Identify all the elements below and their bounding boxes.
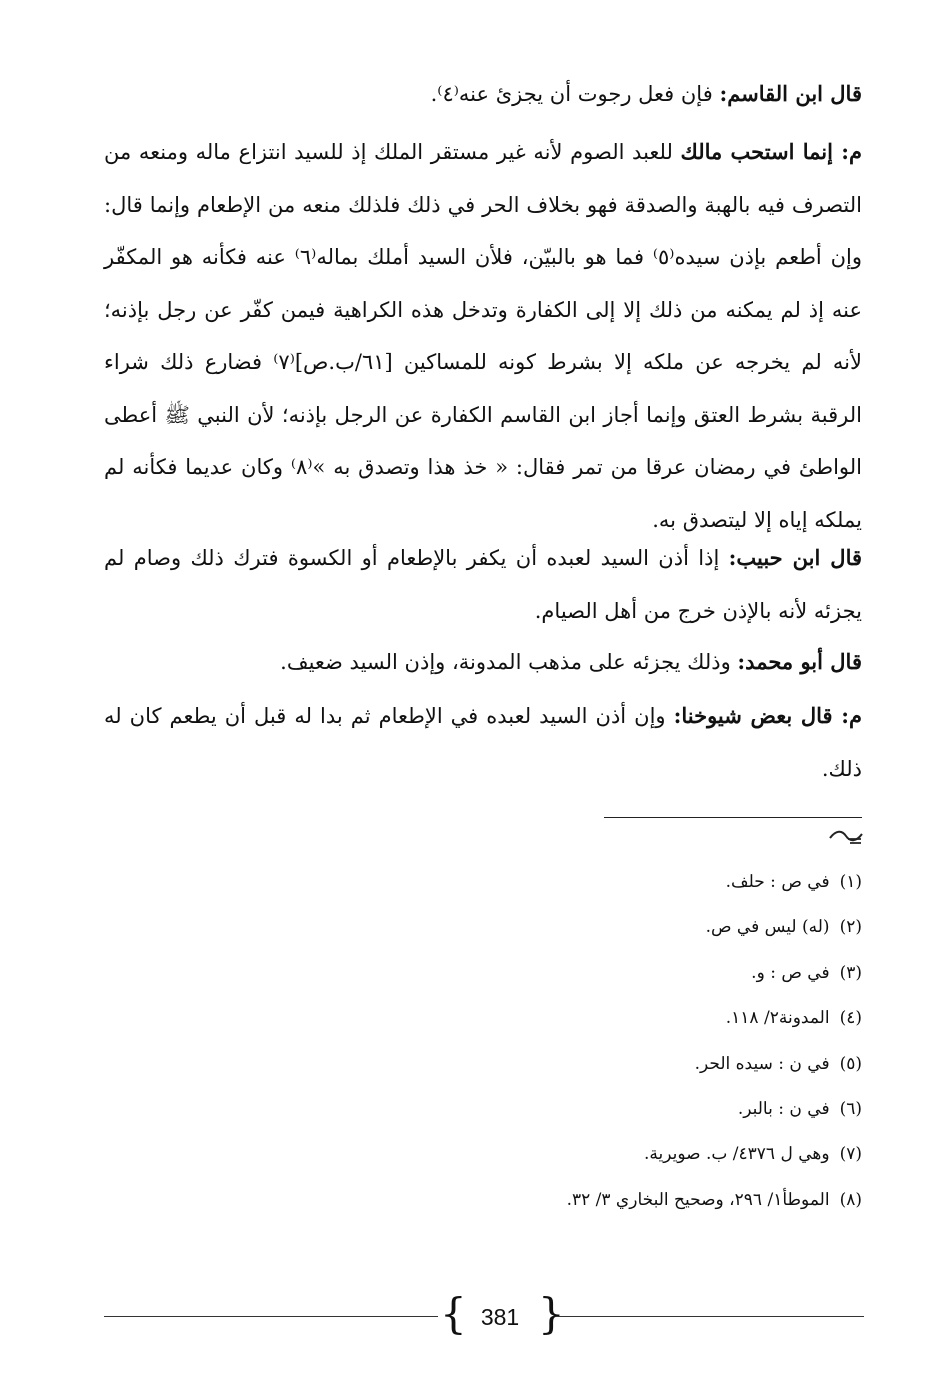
paragraph-ibn-habib xyxy=(104,532,862,637)
page-number-bracket-right: } xyxy=(538,1289,565,1338)
footnote-text: (له) ليس في ص. xyxy=(705,917,830,938)
footnote-number: (٤) xyxy=(839,1008,862,1029)
footnote-1 xyxy=(102,860,862,905)
footnote-number: (٥) xyxy=(839,1053,862,1074)
page-number-bracket-left: { xyxy=(440,1289,467,1338)
footnote-text: في ص : و. xyxy=(751,962,830,983)
footnote-5 xyxy=(102,1042,862,1087)
paragraph-lead: م: قال بعض شيوخنا: xyxy=(673,703,862,728)
footnote-ornament-icon xyxy=(828,826,864,848)
footnote-number: (٧) xyxy=(839,1144,862,1165)
paragraph-lead: م: إنما استحب مالك xyxy=(680,139,862,164)
footnote-2 xyxy=(102,905,862,950)
paragraph-body: فإن فعل رجوت أن يجزئ عنه⁽٤⁾. xyxy=(430,82,720,106)
footer-rule-right xyxy=(556,1316,864,1317)
paragraph-some-shaykhs xyxy=(104,690,862,795)
footnote-4 xyxy=(102,996,862,1041)
page-number: 381 xyxy=(480,1304,520,1330)
footnote-8 xyxy=(102,1178,862,1223)
paragraph-body: وذلك يجزئه على مذهب المدونة، وإذن السيد ضعيف. xyxy=(280,650,738,674)
paragraph-ibn-al-qasim xyxy=(104,68,862,121)
footnote-text: وهي ل ٤٣٧٦/ ب. صويرية. xyxy=(644,1144,830,1165)
footnote-text: الموطأ١/ ٢٩٦، وصحيح البخاري ٣/ ٣٢. xyxy=(566,1189,830,1210)
paragraph-lead: قال ابن القاسم: xyxy=(719,81,862,106)
footnote-text: في ص : حلف. xyxy=(725,872,830,892)
footnote-separator xyxy=(604,817,862,818)
paragraph-body: وإن أذن السيد لعبده في الإطعام ثم بدا له قبل أن يطعم كان له ذلك. xyxy=(104,704,862,781)
footnote-6 xyxy=(102,1087,862,1132)
paragraph-lead: قال أبو محمد: xyxy=(737,649,862,674)
footnote-number: (١) xyxy=(839,872,862,892)
footer-rule-left xyxy=(104,1316,438,1317)
footnote-text: المدونة٢/ ١١٨. xyxy=(725,1008,830,1029)
footnote-text: في ن : بالبر. xyxy=(737,1099,830,1120)
page-footer xyxy=(104,1289,864,1342)
footnote-number: (٦) xyxy=(839,1099,862,1120)
paragraph-lead: قال ابن حبيب: xyxy=(728,545,863,570)
footnotes xyxy=(102,860,862,1223)
footnote-7 xyxy=(102,1132,862,1177)
footnote-text: في ن : سيده الحر. xyxy=(694,1053,830,1074)
paragraph-body: للعبد الصوم لأنه غير مستقر الملك إذ للسيد انتزاع ماله ومنعه من التصرف فيه بالهبة والصدقة فهو بخلاف الحر في ذلك فلذلك منعه من الإطعام وإنما قال: وإن أطعم بإذن سيده⁽٥⁾ فما هو بالبيّن، فلأن السيد أملك بماله⁽٦⁾ عنه فكأنه هو المكفّر عنه إذ لم يمكنه من ذلك إلا إلى الكفارة وتدخل هذه الكراهية فيمن كفّر عن رجل بإذنه؛ لأنه لم يخرجه عن ملكه إلا بشرط كونه للمساكين [٦١/ب.ص]⁽٧⁾ فضارع ذلك شراء الرقبة بشرط العتق وإنما أجاز ابن القاسم الكفارة عن الرجل بإذنه؛ لأن النبي ﷺ أعطى الواطئ في رمضان عرقا من تمر فقال: « خذ هذا وتصدق به »⁽٨⁾ وكان عديما فكأنه لم يملكه إياه إلا ليتصدق به. xyxy=(104,140,862,532)
paragraph-abu-muhammad xyxy=(104,636,862,689)
footnote-number: (٨) xyxy=(839,1189,862,1210)
footnote-number: (٢) xyxy=(839,917,862,938)
footnote-3 xyxy=(102,951,862,996)
footnote-number: (٣) xyxy=(839,962,862,983)
paragraph-malik xyxy=(104,126,862,546)
paragraph-body: إذا أذن السيد لعبده أن يكفر بالإطعام أو الكسوة فترك ذلك وصام لم يجزئه لأنه بالإذن خرج من أهل الصيام. xyxy=(104,546,862,623)
